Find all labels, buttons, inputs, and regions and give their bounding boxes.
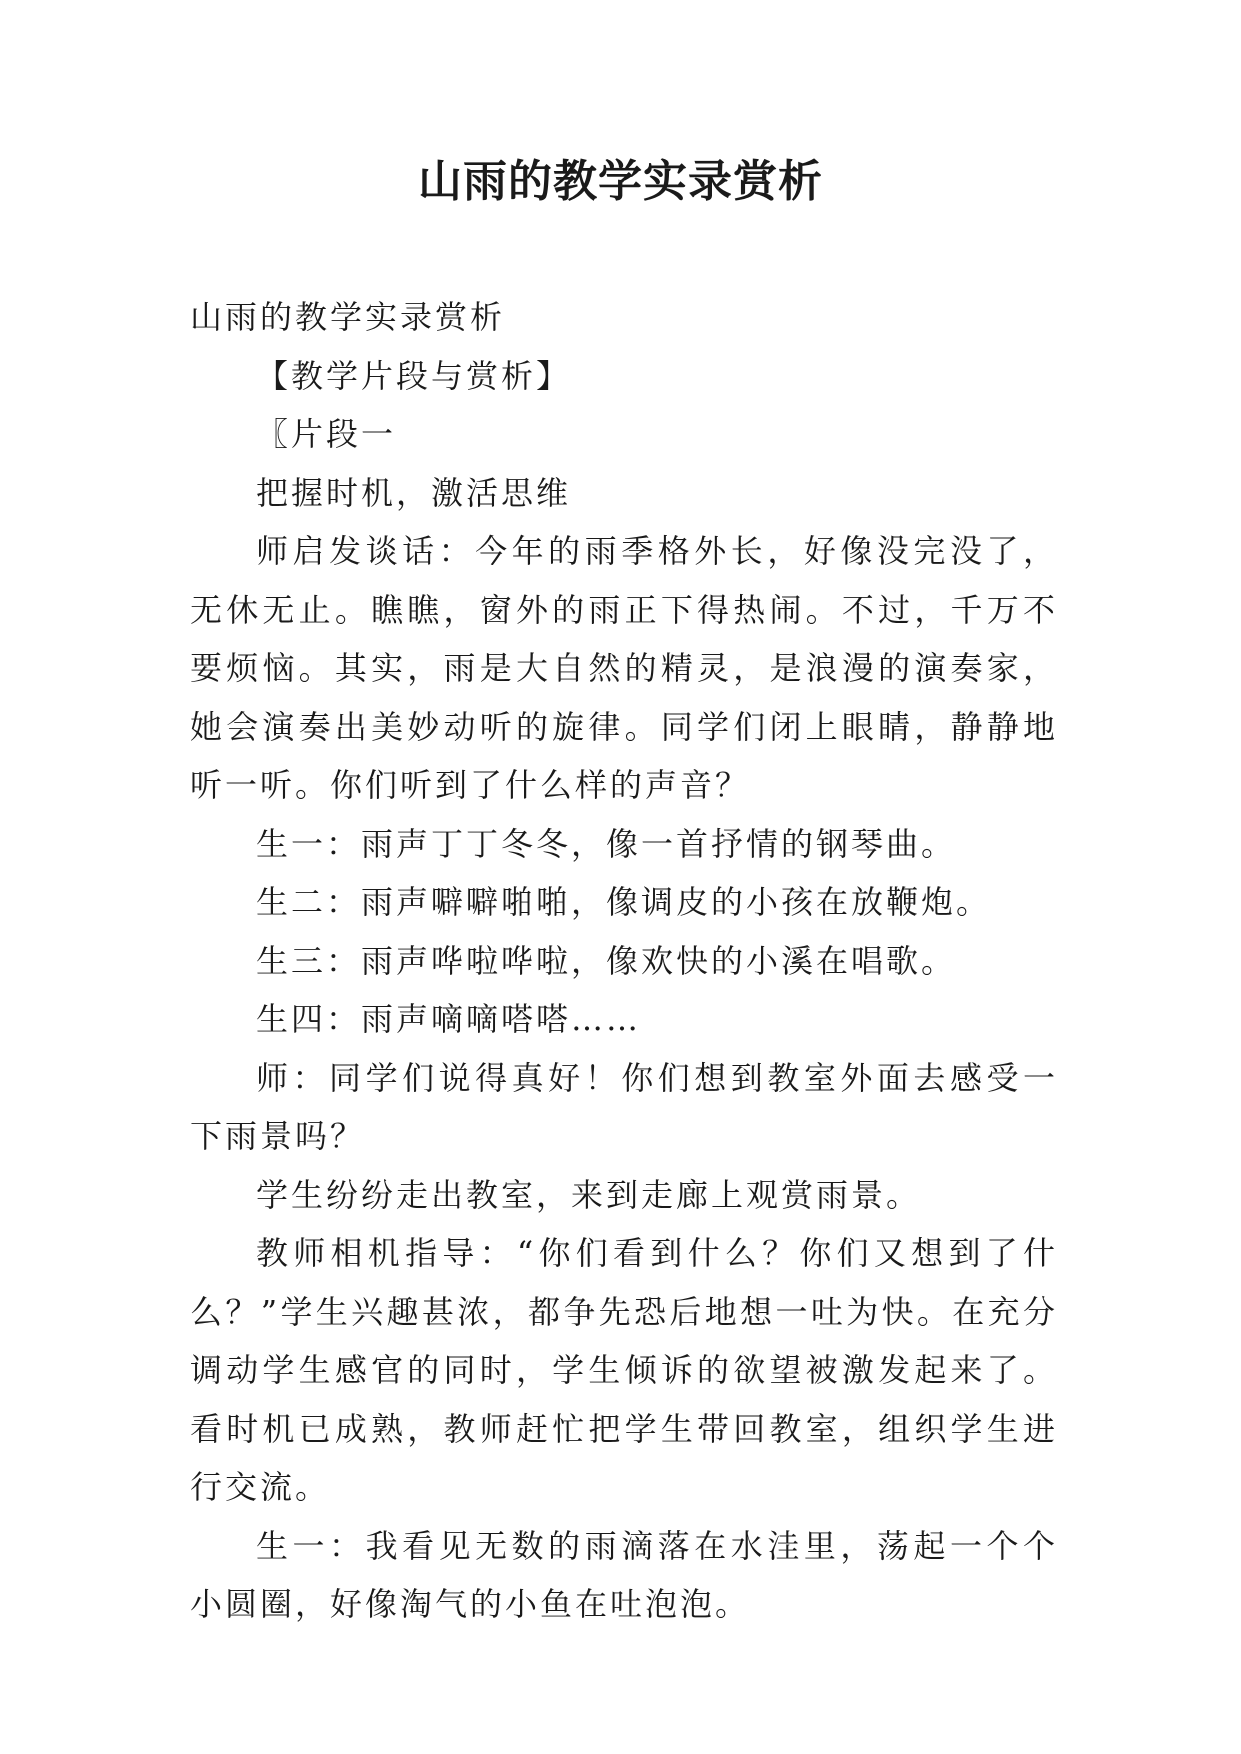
paragraph-teacher-intro: 师启发谈话：今年的雨季格外长，好像没完没了，无休无止。瞧瞧，窗外的雨正下得热闹。不过，千万不要烦恼。其实，雨是大自然的精灵，是浪漫的演奏家，她会演奏出美妙动听的旋律。同学们闭上眼睛，静静地听一听。你们听到了什么样的声音？ xyxy=(190,532,1058,804)
paragraph-segment-theme: 把握时机，激活思维 xyxy=(256,473,572,512)
paragraph-segment-label: 〖片段一 xyxy=(256,415,397,453)
paragraph-student-two: 生二：雨声噼噼啪啪，像调皮的小孩在放鞭炮。 xyxy=(256,883,992,921)
document-title: 山雨的教学实录赏析 xyxy=(418,156,823,207)
paragraph-students-outside: 学生纷纷走出教室，来到走廊上观赏雨景。 xyxy=(256,1175,922,1214)
document-body xyxy=(190,288,1058,1634)
paragraph-student-one-response: 生一：我看见无数的雨滴落在水洼里，荡起一个个小圆圈，好像淘气的小鱼在吐泡泡。 xyxy=(190,1526,1058,1623)
paragraph-student-three: 生三：雨声哗啦哗啦，像欢快的小溪在唱歌。 xyxy=(256,941,957,980)
paragraph-teacher-praise: 师：同学们说得真好！你们想到教室外面去感受一下雨景吗？ xyxy=(190,1058,1058,1155)
paragraph-subtitle: 山雨的教学实录赏析 xyxy=(190,298,506,336)
paragraph-student-one: 生一：雨声丁丁冬冬，像一首抒情的钢琴曲。 xyxy=(256,824,957,863)
paragraph-teacher-guidance: 教师相机指导：“你们看到什么？你们又想到了什么？”学生兴趣甚浓，都争先恐后地想一吐为快。在充分调动学生感官的同时，学生倾诉的欲望被激发起来了。看时机已成熟，教师赶忙把学生带回教室，组织学生进行交流。 xyxy=(190,1234,1058,1506)
paragraph-section-heading: 【教学片段与赏析】 xyxy=(256,356,572,395)
paragraph-student-four: 生四：雨声嘀嘀嗒嗒…… xyxy=(256,1000,642,1038)
